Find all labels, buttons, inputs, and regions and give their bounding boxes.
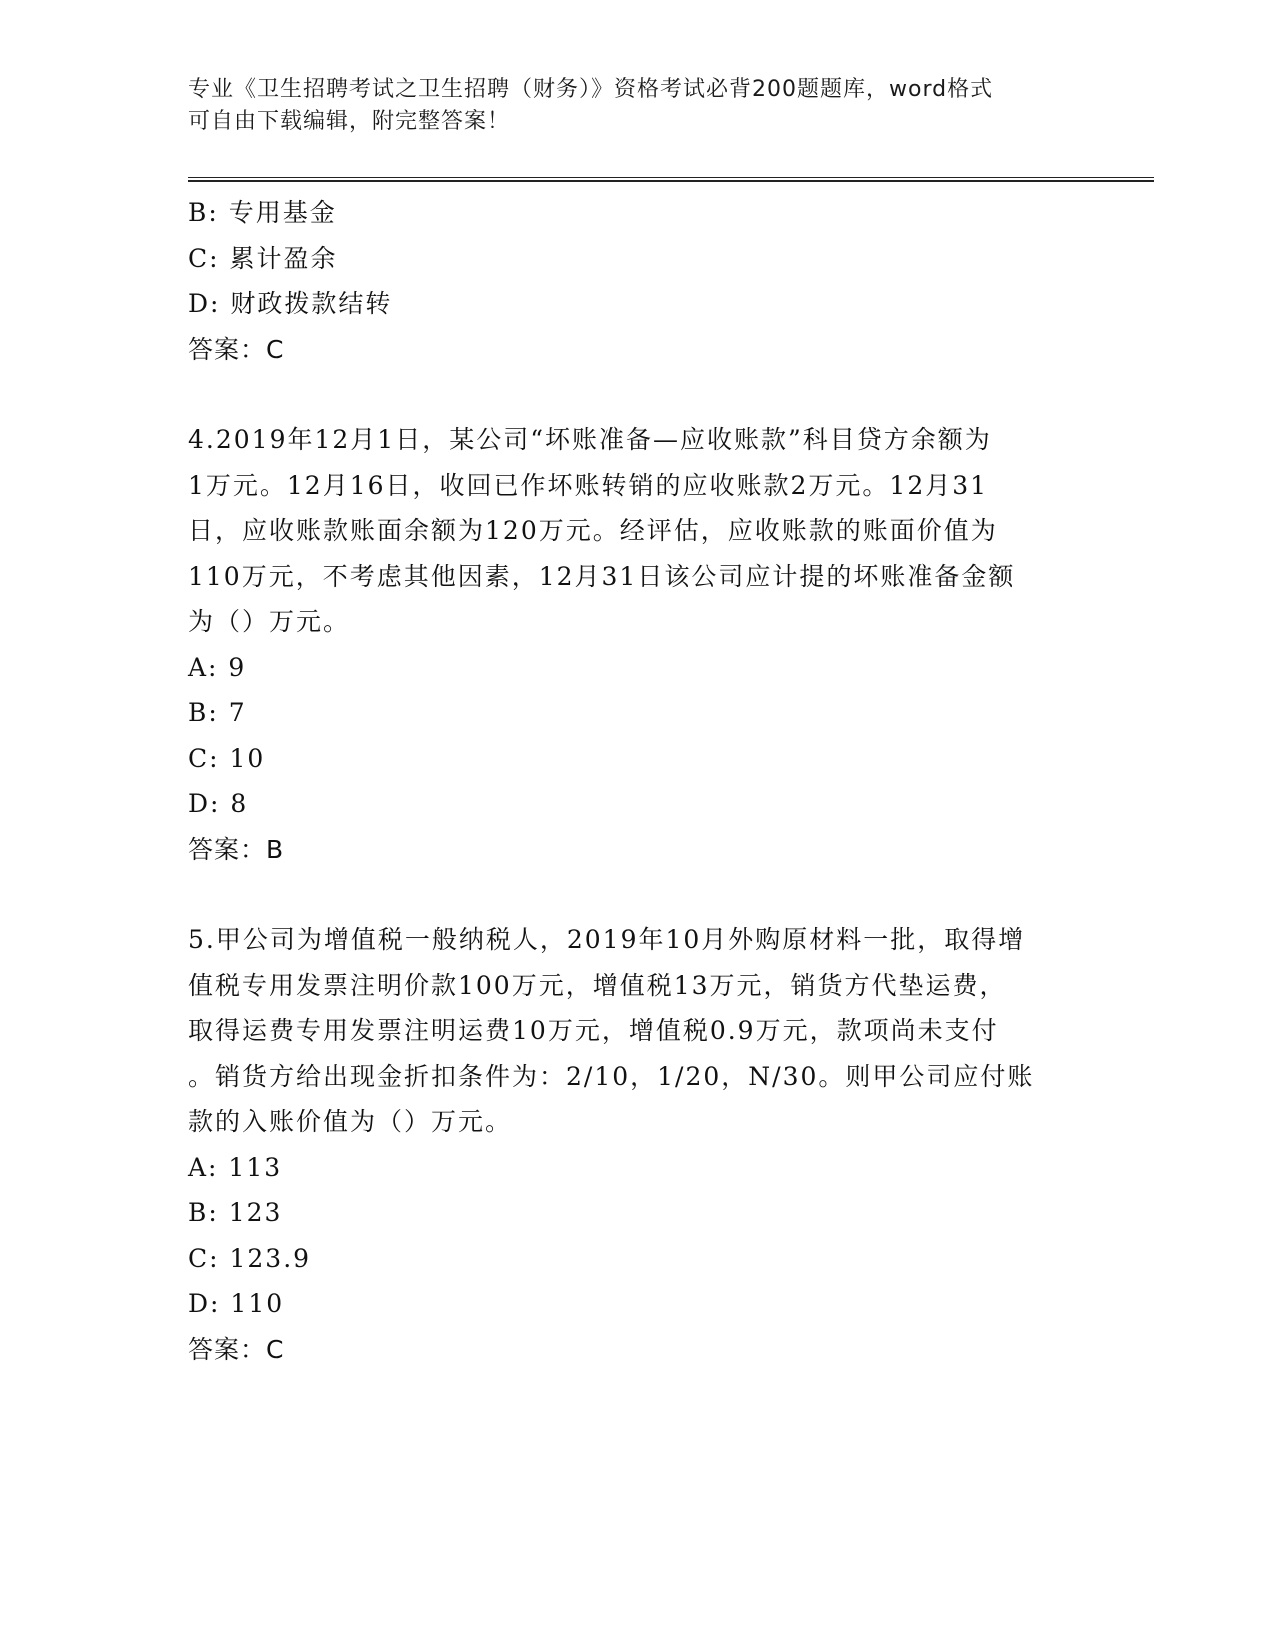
question-text-line: 4.2019年12月1日，某公司“坏账准备—应收账款”科目贷方余额为 (188, 425, 992, 454)
question-text-line: 日，应收账款账面余额为120万元。经评估，应收账款的账面价值为 (188, 516, 998, 545)
option-d: D: 8 (188, 789, 249, 818)
option-b: B: 专用基金 (188, 198, 337, 227)
header-line: 专业《卫生招聘考试之卫生招聘（财务）》资格考试必背200题题库，word格式 (188, 77, 994, 102)
question-5 (188, 917, 1088, 1372)
question-text-line: 款的入账价值为（）万元。 (188, 1107, 513, 1136)
header-line: 可自由下载编辑，附完整答案！ (188, 109, 511, 134)
document-body (188, 190, 1088, 1372)
option-c: C: 123.9 (188, 1243, 312, 1273)
answer: 答案：B (188, 834, 285, 864)
question-text-line: 为（）万元。 (188, 607, 351, 636)
question-text-line: 110万元，不考虑其他因素，12月31日该公司应计提的坏账准备金额 (188, 561, 1016, 591)
question-text-line: 取得运费专用发票注明运费10万元，增值税0.9万元，款项尚未支付 (188, 1016, 999, 1045)
option-c: C: 10 (188, 743, 266, 773)
option-b: B: 7 (188, 698, 247, 727)
header-divider (188, 177, 1154, 182)
option-a: A: 113 (188, 1152, 283, 1182)
option-a: A: 9 (188, 652, 247, 682)
option-d: D: 110 (188, 1289, 285, 1318)
question-text-line: 5.甲公司为增值税一般纳税人，2019年10月外购原材料一批，取得增 (188, 925, 1026, 954)
option-b: B: 123 (188, 1198, 283, 1227)
option-c: C: 累计盈余 (188, 243, 338, 273)
question-text-line: 。销货方给出现金折扣条件为：2/10，1/20，N/30。则甲公司应付账 (188, 1061, 1035, 1091)
answer: 答案：C (188, 1334, 285, 1364)
question-text-line: 值税专用发票注明价款100万元，增值税13万元，销货方代垫运费， (188, 970, 1007, 1000)
option-d: D: 财政拨款结转 (188, 289, 393, 318)
question-text-line: 1万元。12月16日，收回已作坏账转销的应收账款2万元。12月31 (188, 470, 989, 500)
question-4 (188, 417, 1088, 872)
page-header (188, 74, 1088, 138)
answer: 答案：C (188, 334, 285, 364)
question-3-remainder (188, 190, 1088, 372)
